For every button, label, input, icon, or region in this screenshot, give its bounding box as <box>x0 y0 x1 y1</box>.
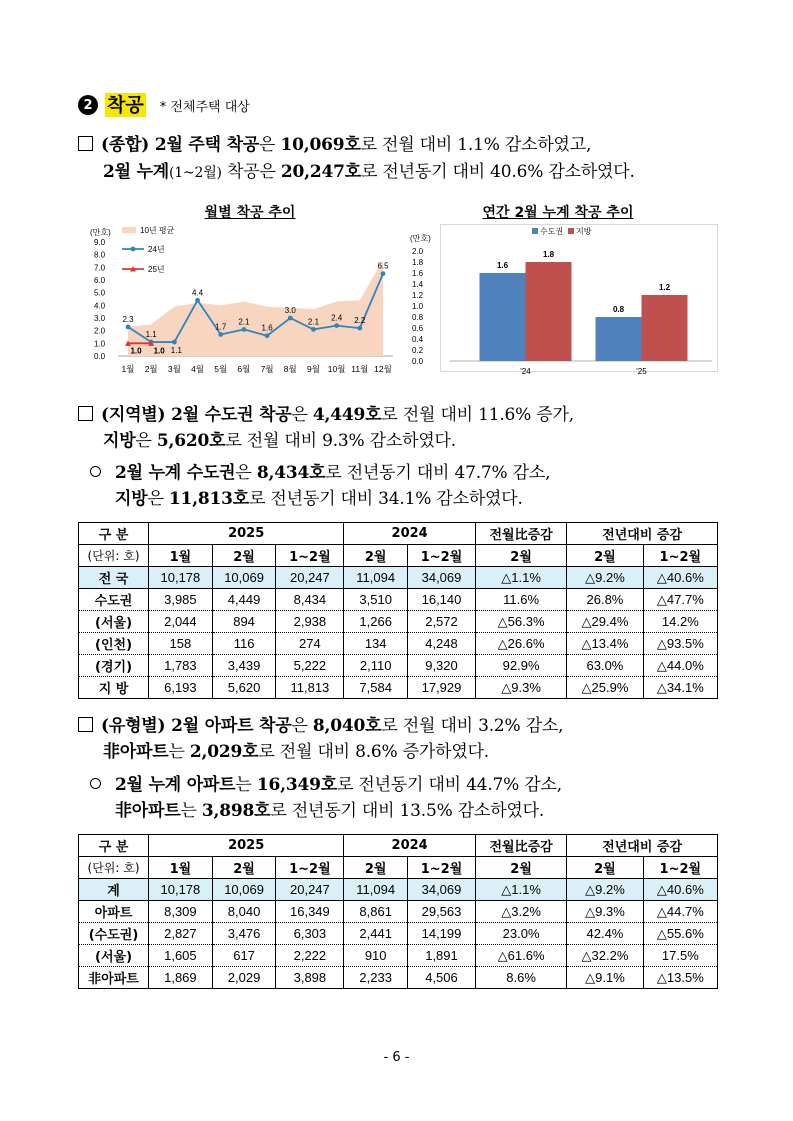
header-2024: 2024 <box>344 523 476 545</box>
table-cell: 2,441 <box>344 923 408 945</box>
table-cell: 2,233 <box>344 967 408 989</box>
table-cell: 4,449 <box>212 589 276 611</box>
text-run: 지방 <box>103 431 136 451</box>
y-tick-label: 1.4 <box>412 280 424 289</box>
y-axis-unit: (만호) <box>410 234 431 243</box>
text-run: 은 <box>147 489 169 509</box>
text-run: 4,449호 <box>312 405 382 425</box>
series-24-point <box>195 298 200 303</box>
table-row <box>79 967 718 989</box>
y-tick-label: 5.0 <box>94 288 106 298</box>
y-tick-label: 0.0 <box>412 357 424 366</box>
annual-chart <box>406 222 720 382</box>
text-run: (종합) 2월 주택 착공 <box>101 135 260 155</box>
table-cell: △44.7% <box>643 901 717 923</box>
subheader-cell: 2월 <box>212 857 276 879</box>
text-run: 는 <box>168 742 190 762</box>
row-label: (경기) <box>79 655 149 677</box>
header-division: 구 분 <box>79 523 149 545</box>
series-24-label: 1.7 <box>215 322 227 332</box>
x-tick-label: 10월 <box>327 364 346 374</box>
text-run: 11,813호 <box>168 489 249 509</box>
monthly-chart-title: 월별 착공 추이 <box>204 205 296 221</box>
para1-line1 <box>78 132 591 159</box>
text-run: 로 전년동기 대비 47.7% 감소, <box>325 463 551 483</box>
type-table-body <box>79 879 718 989</box>
table-row <box>79 633 718 655</box>
y-tick-label: 0.8 <box>412 313 424 322</box>
table-cell: 134 <box>344 633 408 655</box>
para2-line2 <box>103 428 456 455</box>
subheader-cell: 2월 <box>475 545 566 567</box>
text-run: 非아파트 <box>115 801 181 821</box>
text-run: 로 전월 대비 3.2% 감소, <box>381 716 564 736</box>
text-run: 2월 누계 수도권 <box>115 463 236 483</box>
table-cell: 20,247 <box>276 879 344 901</box>
y-tick-label: 3.0 <box>94 314 106 323</box>
table-cell: 63.0% <box>567 655 643 677</box>
y-tick-label: 1.8 <box>412 258 424 267</box>
type-table <box>78 834 718 989</box>
x-tick-label: 12월 <box>374 364 392 374</box>
series-24-label: 2.4 <box>331 313 343 323</box>
text-run: 로 전월 대비 8.6% 증가하였다. <box>258 742 490 762</box>
table-cell: 92.9% <box>475 655 566 677</box>
series-24-label: 2.1 <box>238 317 250 327</box>
series-24-point <box>265 333 270 338</box>
table-cell: 617 <box>212 945 276 967</box>
legend-capital-swatch <box>532 228 538 234</box>
subheader-cell: 2월 <box>567 545 643 567</box>
header-yoy: 전년대비 증감 <box>567 523 718 545</box>
table-cell: 16,140 <box>408 589 476 611</box>
para2-sub2 <box>115 486 523 513</box>
subheader-cell: 1~2월 <box>276 857 344 879</box>
table-cell: 17.5% <box>643 945 717 967</box>
header-division: 구 분 <box>79 835 149 857</box>
table-cell: 1,266 <box>344 611 408 633</box>
table-cell: 4,248 <box>408 633 476 655</box>
legend-24-label: 24년 <box>148 245 165 254</box>
table-row <box>79 567 718 589</box>
table-cell: 14,199 <box>408 923 476 945</box>
text-run: 非아파트 <box>103 742 169 762</box>
table-row <box>79 655 718 677</box>
table-cell: 34,069 <box>408 567 476 589</box>
table-cell: △13.4% <box>567 633 643 655</box>
table-row <box>79 923 718 945</box>
annual-chart-title: 연간 2월 누계 착공 추이 <box>482 205 634 221</box>
table-cell: △1.1% <box>475 567 566 589</box>
table-row <box>79 945 718 967</box>
table-cell: 10,178 <box>149 879 213 901</box>
text-run: 16,349호 <box>256 775 337 795</box>
table-cell: 6,303 <box>276 923 344 945</box>
table-cell: △44.0% <box>643 655 717 677</box>
y-tick-label: 0.4 <box>412 335 424 344</box>
series-24-point <box>242 327 247 332</box>
table-cell: 11,813 <box>276 677 344 699</box>
text-run: 는 <box>180 801 202 821</box>
subheader-cell: 2월 <box>344 857 408 879</box>
table-cell: 29,563 <box>408 901 476 923</box>
page-number: - 6 - <box>383 1050 410 1065</box>
subheader-cell: 1~2월 <box>643 857 717 879</box>
legend-24-marker <box>131 247 136 252</box>
y-tick-label: 2.0 <box>412 247 424 256</box>
row-label: 지 방 <box>79 677 149 699</box>
bar-local <box>526 262 572 361</box>
table-cell: 5,620 <box>212 677 276 699</box>
x-tick-label: 7월 <box>260 364 274 374</box>
table-cell: 1,869 <box>149 967 213 989</box>
table-cell: 894 <box>212 611 276 633</box>
series-24-point <box>126 324 131 329</box>
series-24-point <box>381 271 386 276</box>
section-note: * 전체주택 대상 <box>159 99 250 115</box>
y-tick-label: 7.0 <box>94 263 106 273</box>
x-tick-label: 9월 <box>306 364 320 374</box>
para2-sub1-text <box>115 463 550 483</box>
table-cell: △55.6% <box>643 923 717 945</box>
text-run: 2월 누계 <box>103 162 170 182</box>
table-cell: △56.3% <box>475 611 566 633</box>
text-run: 로 전년동기 대비 40.6% 감소하였다. <box>360 162 635 182</box>
header-mom: 전월比증감 <box>475 835 566 857</box>
text-run: 8,434호 <box>256 463 326 483</box>
series-24-point <box>357 326 362 331</box>
y-tick-label: 1.0 <box>412 302 424 311</box>
header-unit: (단위: 호) <box>79 857 149 879</box>
table-cell: △40.6% <box>643 567 717 589</box>
header-unit: (단위: 호) <box>79 545 149 567</box>
checkbox-bullet-icon <box>78 406 93 421</box>
text-run: (1~2월) <box>169 165 222 181</box>
legend-avg-label: 10년 평균 <box>140 226 175 235</box>
table-cell: 6,193 <box>149 677 213 699</box>
table-cell: 3,510 <box>344 589 408 611</box>
y-tick-label: 9.0 <box>94 238 106 247</box>
x-tick-label: 11월 <box>351 364 369 374</box>
table-cell: 2,222 <box>276 945 344 967</box>
y-tick-label: 0.0 <box>94 352 106 361</box>
table-cell: 42.4% <box>567 923 643 945</box>
table-cell: 11.6% <box>475 589 566 611</box>
table-cell: 8,309 <box>149 901 213 923</box>
x-tick-label: 3월 <box>167 364 181 374</box>
text-run: 지방 <box>115 489 148 509</box>
header-yoy: 전년대비 증감 <box>567 835 718 857</box>
bar-local <box>642 295 688 361</box>
bar-capital <box>480 273 526 361</box>
text-run: 8,040호 <box>312 716 382 736</box>
table-cell: △9.3% <box>475 677 566 699</box>
table-cell: △25.9% <box>567 677 643 699</box>
row-label: 전 국 <box>79 567 149 589</box>
text-run: 은 <box>291 405 313 425</box>
series-24-point <box>172 340 177 345</box>
table-row <box>79 879 718 901</box>
x-tick-label: 8월 <box>283 364 297 374</box>
subheader-cell: 2월 <box>212 545 276 567</box>
text-run: 10,069호 <box>280 135 361 155</box>
table-cell: 1,783 <box>149 655 213 677</box>
subheader-cell: 1월 <box>149 857 213 879</box>
para3-sub2 <box>115 798 544 825</box>
table-cell: 274 <box>276 633 344 655</box>
section-header <box>78 92 250 118</box>
table-cell: 16,349 <box>276 901 344 923</box>
y-tick-label: 0.6 <box>412 324 424 333</box>
text-run: 로 전년동기 대비 34.1% 감소하였다. <box>248 489 523 509</box>
y-tick-label: 6.0 <box>94 276 106 285</box>
subheader-cell: 1~2월 <box>408 857 476 879</box>
x-tick-label: 4월 <box>191 364 205 374</box>
y-tick-label: 1.6 <box>412 269 424 278</box>
table-cell: 2,827 <box>149 923 213 945</box>
y-tick-label: 4.0 <box>94 301 106 311</box>
subheader-cell: 2월 <box>475 857 566 879</box>
table-cell: 1,891 <box>408 945 476 967</box>
text-run: 20,247호 <box>280 162 361 182</box>
y-tick-label: 0.2 <box>412 346 424 355</box>
header-mom: 전월比증감 <box>475 523 566 545</box>
text-run: 는 <box>235 775 257 795</box>
text-run: 로 전년동기 대비 44.7% 감소, <box>336 775 562 795</box>
text-run: 은 <box>235 463 257 483</box>
y-axis-unit: (만호) <box>90 228 111 237</box>
table-cell: △40.6% <box>643 879 717 901</box>
para2-line1 <box>78 402 574 429</box>
para3-sub1 <box>90 772 562 799</box>
section-title: 착공 <box>107 94 144 116</box>
table-cell: △47.7% <box>643 589 717 611</box>
row-label: (서울) <box>79 945 149 967</box>
section-number: 2 <box>78 95 98 115</box>
text-run: 3,898호 <box>201 801 271 821</box>
para3-line2 <box>103 739 489 766</box>
table-cell: 9,320 <box>408 655 476 677</box>
para3-line1 <box>78 713 563 740</box>
bar-label: 1.6 <box>496 261 509 270</box>
subheader-cell: 2월 <box>567 857 643 879</box>
legend-capital-label: 수도권 <box>540 227 564 236</box>
series-25-label: 1.0 <box>153 346 165 356</box>
para2-sub1 <box>90 460 550 487</box>
text-run: 로 전월 대비 9.3% 감소하였다. <box>225 431 456 451</box>
table-cell: 3,439 <box>212 655 276 677</box>
x-tick-label: '24 <box>520 367 531 376</box>
series-24-label: 3.0 <box>284 306 296 315</box>
y-tick-label: 1.2 <box>412 291 424 300</box>
text-run: (유형별) 2월 아파트 착공 <box>101 716 292 736</box>
text-run: 2월 누계 아파트 <box>115 775 236 795</box>
table-row <box>79 901 718 923</box>
monthly-chart <box>88 222 406 382</box>
table-cell: 10,069 <box>212 879 276 901</box>
table-cell: 3,985 <box>149 589 213 611</box>
legend-local-swatch <box>568 228 574 234</box>
table-cell: △26.6% <box>475 633 566 655</box>
series-24-label: 2.3 <box>122 314 134 324</box>
table-cell: △32.2% <box>567 945 643 967</box>
table-cell: 7,584 <box>344 677 408 699</box>
legend-avg-swatch <box>122 227 136 233</box>
row-label: (인천) <box>79 633 149 655</box>
table-row <box>79 677 718 699</box>
table-cell: △1.1% <box>475 879 566 901</box>
subheader-cell: 1~2월 <box>408 545 476 567</box>
series-24-label: 2.1 <box>307 317 320 327</box>
text-run: 로 전월 대비 11.6% 증가, <box>381 405 574 425</box>
text-run: 은 <box>291 716 313 736</box>
regional-table-body <box>79 567 718 699</box>
circle-bullet-icon <box>90 778 101 789</box>
table-cell: △9.1% <box>567 967 643 989</box>
table-cell: 11,094 <box>344 879 408 901</box>
series-24-label: 1.6 <box>261 323 273 333</box>
table-cell: 116 <box>212 633 276 655</box>
legend-local-label: 지방 <box>576 227 592 236</box>
text-run: 로 전년동기 대비 13.5% 감소하였다. <box>270 801 545 821</box>
y-tick-label: 8.0 <box>94 250 106 260</box>
table-cell: 2,938 <box>276 611 344 633</box>
x-tick-label: 6월 <box>237 364 251 374</box>
text-run: 은 <box>259 135 281 155</box>
header-2024: 2024 <box>344 835 476 857</box>
series-24-label: 4.4 <box>191 288 204 298</box>
para3-line1-text <box>101 716 563 736</box>
table-cell: 8,040 <box>212 901 276 923</box>
x-tick-label: 1월 <box>121 364 135 374</box>
text-run: (지역별) 2월 수도권 착공 <box>101 405 292 425</box>
header-2025: 2025 <box>149 835 344 857</box>
table-cell: △9.2% <box>567 567 643 589</box>
header-2025: 2025 <box>149 523 344 545</box>
table-cell: 158 <box>149 633 213 655</box>
table-cell: △13.5% <box>643 967 717 989</box>
text-run: 로 전월 대비 1.1% 감소하였고, <box>360 135 592 155</box>
x-tick-label: 5월 <box>214 364 228 374</box>
table-cell: 3,476 <box>212 923 276 945</box>
table-cell: △29.4% <box>567 611 643 633</box>
table-cell: 26.8% <box>567 589 643 611</box>
table-cell: 8,861 <box>344 901 408 923</box>
series-25-label: 1.0 <box>130 346 142 356</box>
table-cell: 2,572 <box>408 611 476 633</box>
table-cell: 3,898 <box>276 967 344 989</box>
bar-capital <box>596 317 642 361</box>
table-row <box>79 611 718 633</box>
row-label: (수도권) <box>79 923 149 945</box>
table-cell: 34,069 <box>408 879 476 901</box>
text-run: 은 <box>135 431 157 451</box>
row-label: 아파트 <box>79 901 149 923</box>
row-label: 非아파트 <box>79 967 149 989</box>
table-cell: 8.6% <box>475 967 566 989</box>
table-cell: 20,247 <box>276 567 344 589</box>
series-24-point <box>311 327 316 332</box>
series-24-point <box>334 323 339 328</box>
table-cell: 10,069 <box>212 567 276 589</box>
row-label: 수도권 <box>79 589 149 611</box>
table-cell: 2,044 <box>149 611 213 633</box>
bar-label: 1.2 <box>658 283 671 292</box>
bar-label: 1.8 <box>542 250 555 259</box>
y-tick-label: 2.0 <box>94 326 106 336</box>
table-cell: 2,029 <box>212 967 276 989</box>
table-cell: 10,178 <box>149 567 213 589</box>
checkbox-bullet-icon <box>78 136 93 151</box>
table-cell: 8,434 <box>276 589 344 611</box>
text-run: 5,620호 <box>156 431 226 451</box>
x-tick-label: 2월 <box>144 364 158 374</box>
table-cell: 11,094 <box>344 567 408 589</box>
y-tick-label: 1.0 <box>94 339 106 349</box>
para1-line1-text <box>101 135 591 155</box>
para1-line2 <box>103 159 635 187</box>
row-label: 계 <box>79 879 149 901</box>
subheader-cell: 1~2월 <box>643 545 717 567</box>
regional-table <box>78 522 718 699</box>
subheader-cell: 2월 <box>344 545 408 567</box>
table-cell: 14.2% <box>643 611 717 633</box>
para2-line1-text <box>101 405 574 425</box>
series-24-label: 1.1 <box>145 330 157 340</box>
table-cell: △9.2% <box>567 879 643 901</box>
table-cell: 5,222 <box>276 655 344 677</box>
subheader-cell: 1월 <box>149 545 213 567</box>
table-cell: 910 <box>344 945 408 967</box>
para3-sub1-text <box>115 775 562 795</box>
table-cell: △61.6% <box>475 945 566 967</box>
checkbox-bullet-icon <box>78 717 93 732</box>
x-tick-label: '25 <box>636 367 647 376</box>
table-cell: △3.2% <box>475 901 566 923</box>
text-run: 2,029호 <box>189 742 259 762</box>
row-label: (서울) <box>79 611 149 633</box>
table-cell: 1,605 <box>149 945 213 967</box>
table-cell: 2,110 <box>344 655 408 677</box>
legend-25-label: 25년 <box>148 265 165 274</box>
series-24-label: 6.5 <box>377 261 389 271</box>
series-24-label: 2.2 <box>354 316 366 326</box>
bar-label: 0.8 <box>612 305 625 314</box>
series-24-point <box>218 332 223 337</box>
table-cell: 4,506 <box>408 967 476 989</box>
table-cell: 17,929 <box>408 677 476 699</box>
text-run: 착공은 <box>221 162 281 182</box>
table-cell: △93.5% <box>643 633 717 655</box>
subheader-cell: 1~2월 <box>276 545 344 567</box>
series-24-point <box>288 316 293 321</box>
series-24-label: 1.1 <box>170 346 182 356</box>
table-row <box>79 589 718 611</box>
table-cell: △9.3% <box>567 901 643 923</box>
table-cell: △34.1% <box>643 677 717 699</box>
circle-bullet-icon <box>90 466 101 477</box>
table-cell: 23.0% <box>475 923 566 945</box>
